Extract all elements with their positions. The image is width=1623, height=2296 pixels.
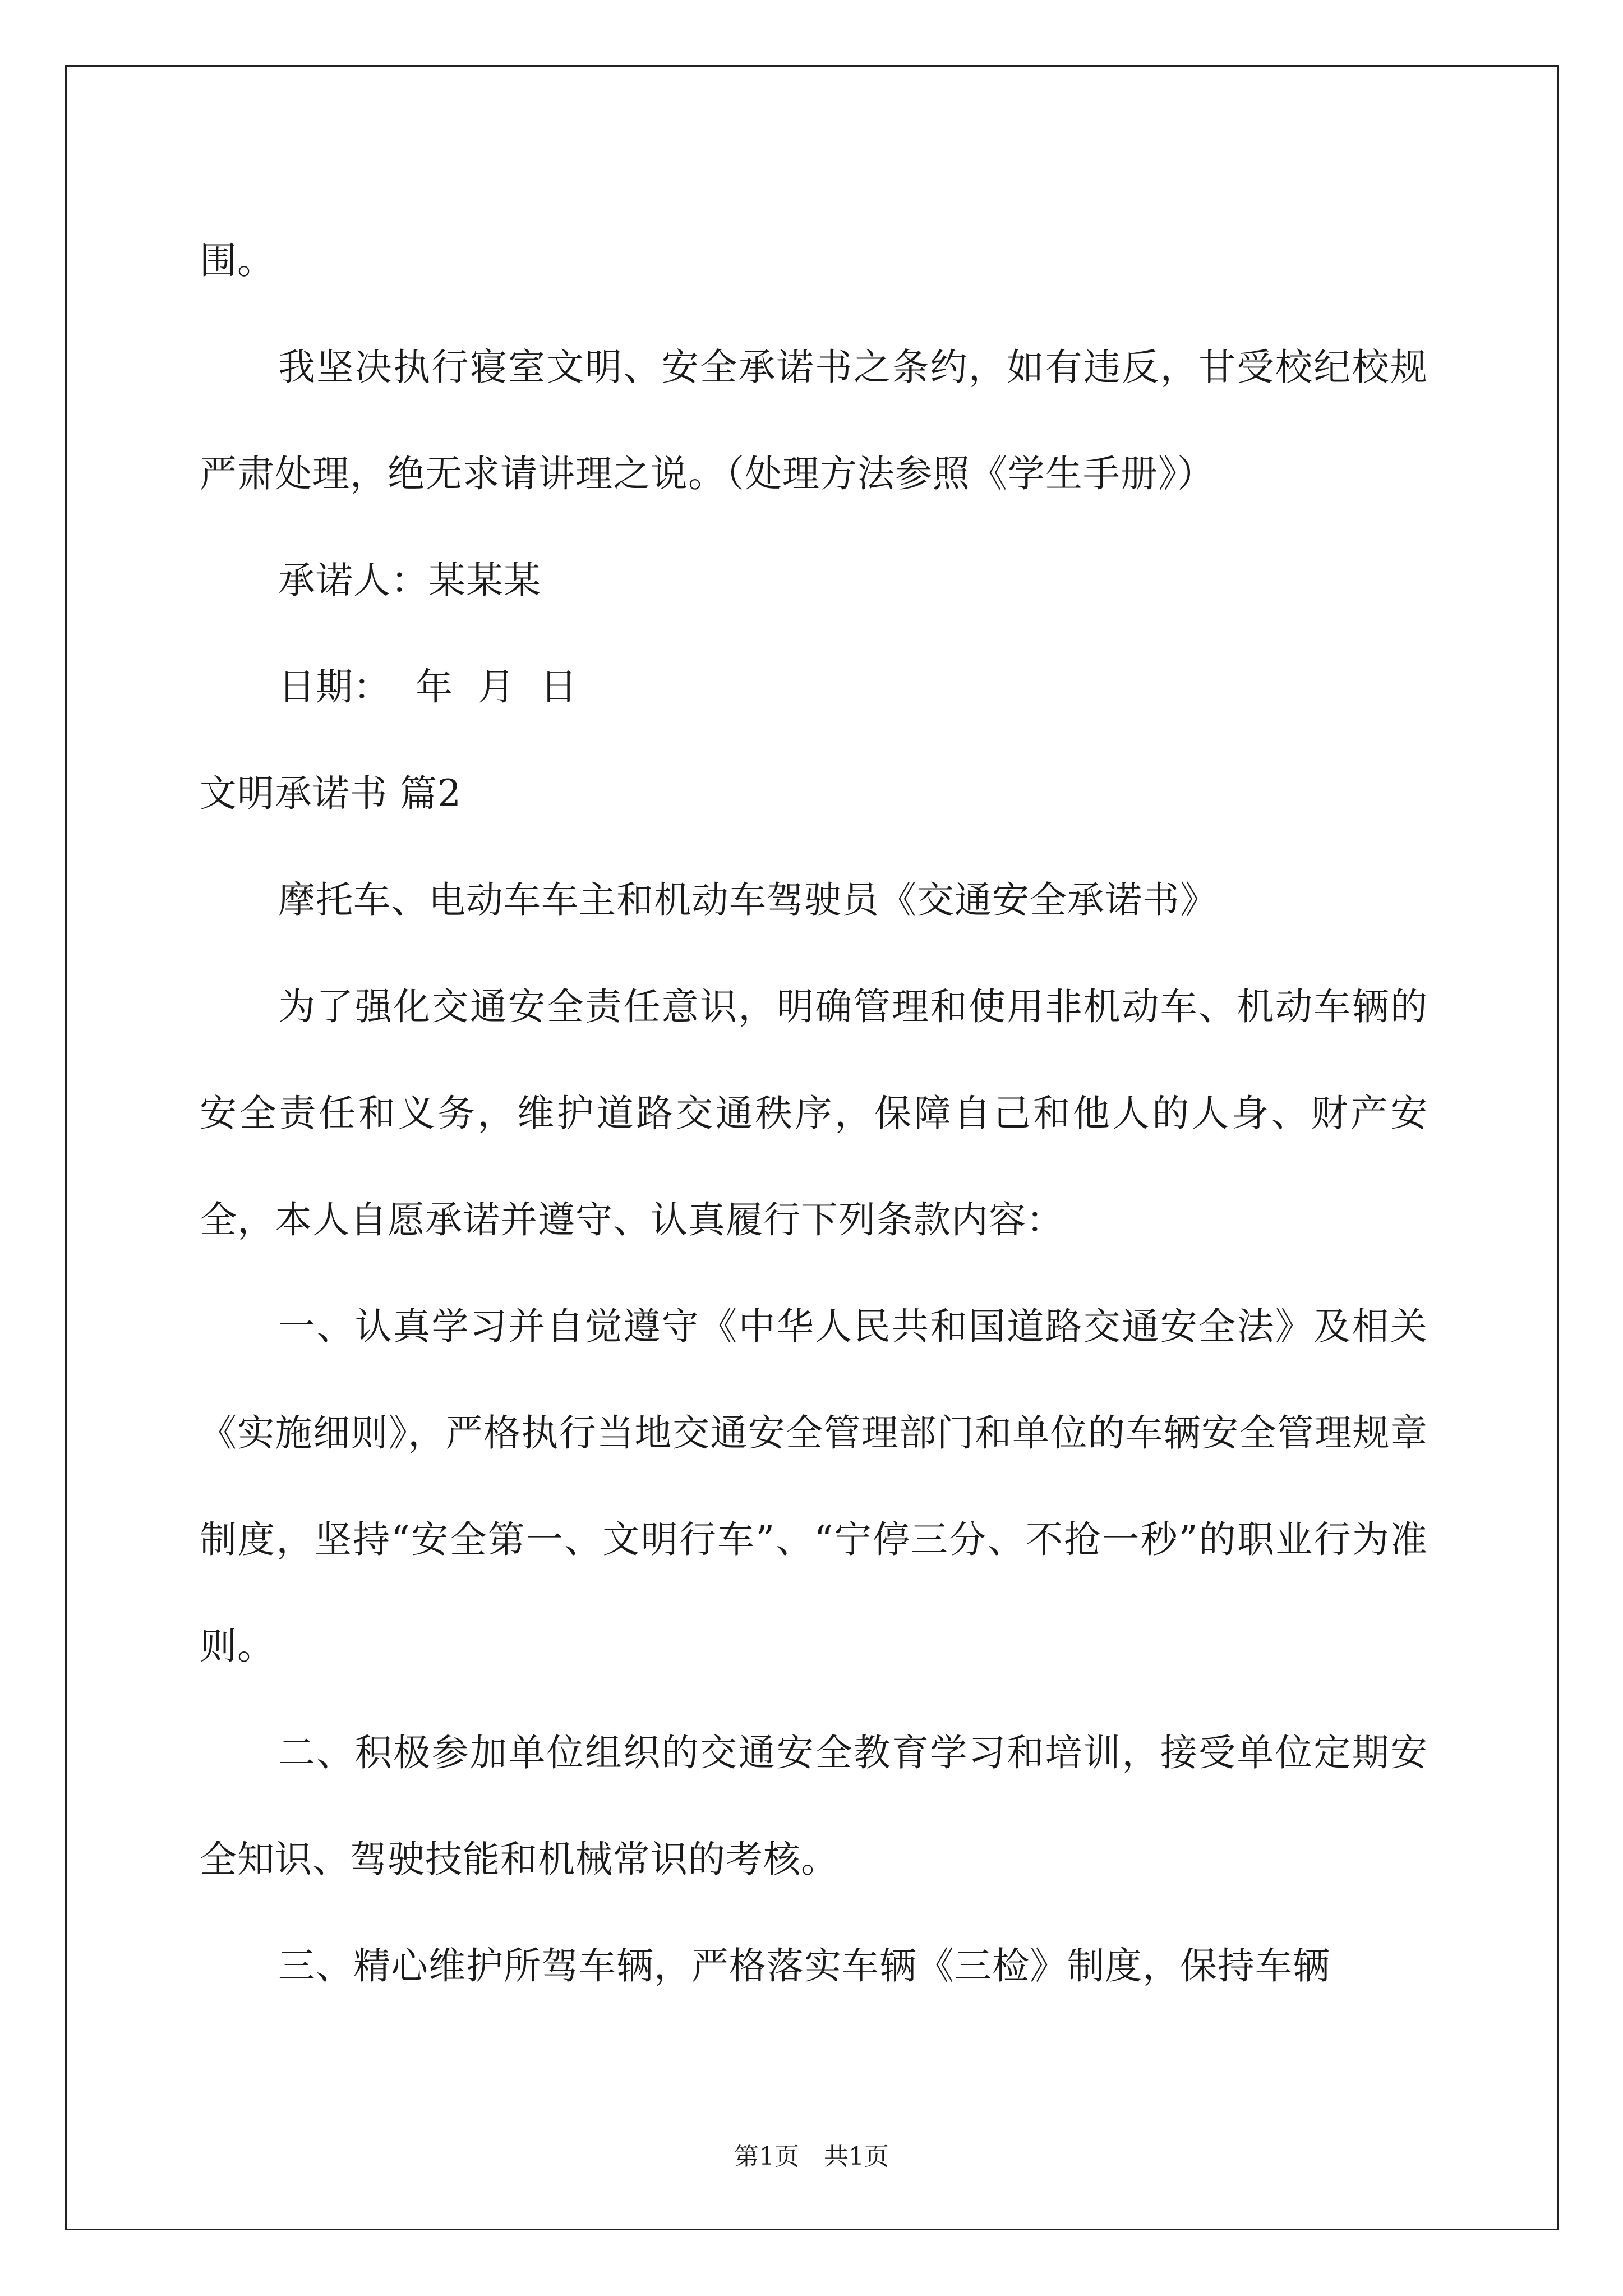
- paragraph-item-2: 二、积极参加单位组织的交通安全教育学习和培训，接受单位定期安全知识、驾驶技能和机械常识的考核。: [200, 1731, 1428, 1881]
- paragraph-signatory: 承诺人：某某某: [278, 559, 541, 602]
- page-total: 共1页: [824, 2142, 889, 2171]
- paragraph-intro: 为了强化交通安全责任意识，明确管理和使用非机动车、机动车辆的安全责任和义务，维护道路交通秩序，保障自己和他人的人身、财产安全，本人自愿承诺并遵守、认真履行下列条款内容：: [200, 985, 1428, 1241]
- page-number: 第1页: [734, 2142, 799, 2171]
- paragraph-item-1: 一、认真学习并自觉遵守《中华人民共和国道路交通安全法》及相关《实施细则》，严格执行当地交通安全管理部门和单位的车辆安全管理规章制度，坚持“安全第一、文明行车”、“宁停三分、不抢一秒”的职业行为准则。: [200, 1305, 1428, 1668]
- paragraph-subtitle: 摩托车、电动车车主和机动车驾驶员《交通安全承诺书》: [278, 878, 1218, 922]
- section-heading: 文明承诺书 篇2: [200, 772, 462, 815]
- paragraph-item-3: 三、精心维护所驾车辆，严格落实车辆《三检》制度，保持车辆: [278, 1944, 1330, 1987]
- paragraph-continuation: 围。: [200, 239, 275, 282]
- paragraph-date: 日期： 年 月 日: [278, 665, 578, 708]
- page-footer: [0, 2140, 1623, 2174]
- paragraph-pledge-clause: 我坚决执行寝室文明、安全承诺书之条约，如有违反，甘受校纪校规严肃处理，绝无求请讲理之说。（处理方法参照《学生手册》）: [200, 346, 1428, 495]
- document-body: [200, 208, 1428, 2019]
